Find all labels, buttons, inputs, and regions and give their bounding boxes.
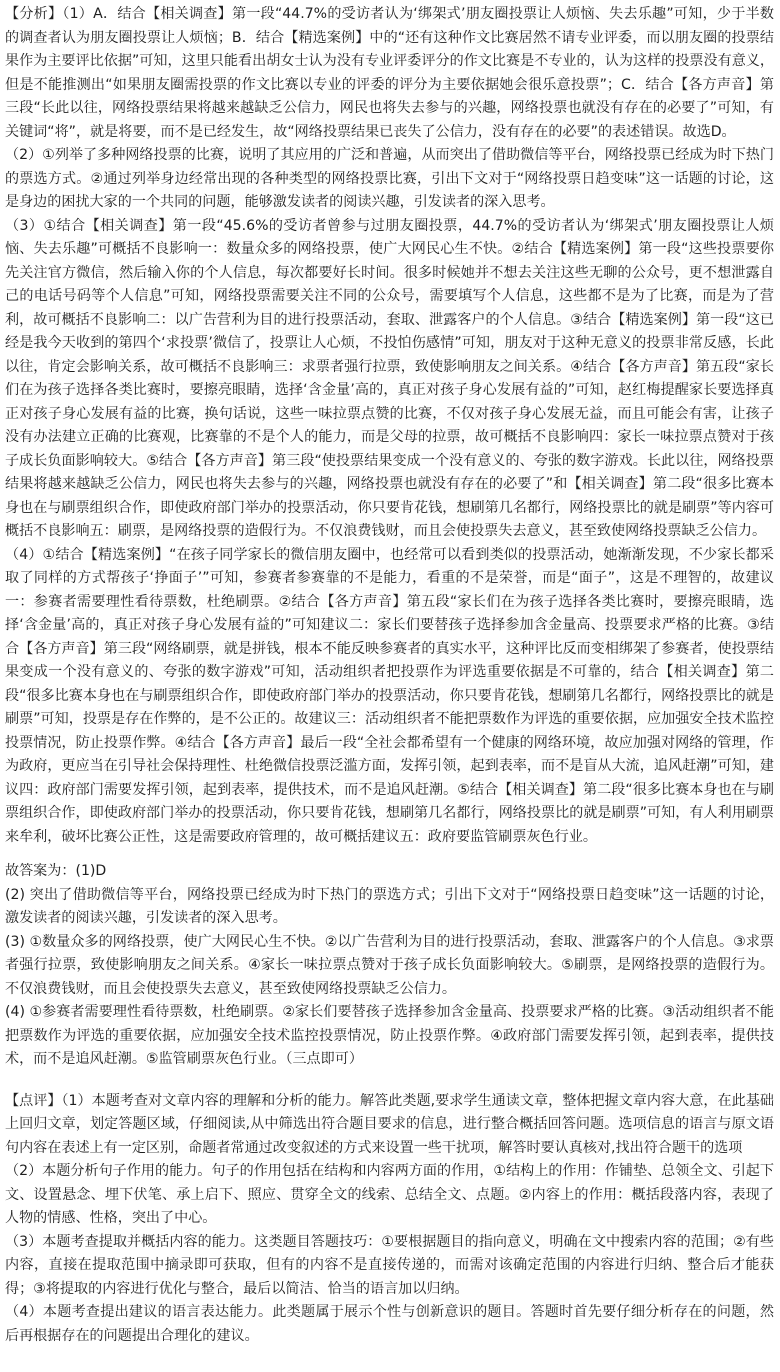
comment-section xyxy=(5,1090,774,1349)
answer-4: (4) ①参赛者需要理性看待票数，杜绝刷票。②家长们要替孩子选择参加含金量高、投票要求严格的比赛。③活动组织者不能把票数作为评选的重要依据，应加强安全技术监控投票情况，防止投票作弊。④政府部门需要发挥引领，起到表率，提供技术，而不是追风赶潮。⑤监管刷票灰色行业。（三点即可） xyxy=(5,1004,774,1067)
answer-3: (3) ①数量众多的网络投票，使广大网民心生不快。②以广告营利为目的进行投票活动，套取、泄露客户的个人信息。③求票者强行拉票，致使影响朋友之间关系。④家长一味拉票点赞对于孩子成长负面影响较大。⑤刷票，是网络投票的造假行为。不仅浪费钱财，而且会使投票失去意义，甚至致使网络投票缺乏公信力。 xyxy=(5,933,774,997)
analysis-part-3: （3）①结合【相关调查】第一段“45.6%的受访者曾参与过朋友圈投票，44.7%的受访者认为‘绑架式’朋友圈投票让人烦恼、失去乐趣”可概括不良影响一：数量众多的网络投票，使广大网民心生不快。②结合【精选案例】第一段“这些投票要你先关注官方微信，然后输入你的个人信息，每次都要好长时间。很多时候她并不想去关注这些无聊的公众号，更不想泄露自己的电话号码等个人信息”可知，网络投票需要关注不同的公众号，需要填写个人信息，这些都不是为了比赛，而是为了营利，故可概括不良影响二：以广告营利为目的进行投票活动，套取、泄露客户的个人信息。③结合【精选案例】第一段“这已经是我今天收到的第四个‘求投票’微信了，投票让人心烦，不投怕伤感情”可知，朋友对于这种无意义的投票非常反感，长此以往，肯定会影响关系，故可概括不良影响三：求票者强行拉票，致使影响朋友之间关系。④结合【各方声音】第五段“家长们在为孩子选择各类比赛时，要擦亮眼睛，选择‘含金量’高的，真正对孩子身心发展有益的”可知，赵红梅提醒家长要选择真正对孩子身心发展有益的比赛，换句话说，这些一味拉票点赞的比赛，不仅对孩子身心发展无益，而且可能会有害，让孩子没有办法建立正确的比赛观，比赛靠的不是个人的能力，而是父母的拉票，故可概括不良影响四：家长一味拉票点赞对于孩子成长负面影响较大。⑤结合【各方声音】第三段“使投票结果变成一个没有意义的、夸张的数字游戏。长此以往，网络投票结果将越来越缺乏公信力，网民也将失去参与的兴趣，网络投票也就没有存在的必要了”和【相关调查】第二段“很多比赛本身也在与刷票组织合作，即使政府部门举办的投票活动，你只要肯花钱，想刷第几名都行，网络投票比的就是刷票”等内容可概括不良影响五：刷票，是网络投票的造假行为。不仅浪费钱财，而且会使投票失去意义，甚至致使网络投票缺乏公信力。 xyxy=(5,217,774,539)
comment-part-4: （4）本题考查提出建议的语言表达能力。此类题属于展示个性与创新意识的题目。答题时首先要仔细分析存在的问题，然后再根据存在的问题提出合理化的建议。 xyxy=(5,1304,774,1344)
analysis-section xyxy=(5,3,774,849)
analysis-part-4: （4）①结合【精选案例】“在孩子同学家长的微信朋友圈中，也经常可以看到类似的投票活动，她渐渐发现，不少家长都采取了同样的方式帮孩子‘挣面子’”可知，参赛者参赛靠的不是能力，看重的不是荣誉，而是“面子”，这是不理智的，故建议一：参赛者需要理性看待票数，杜绝刷票。②结合【各方声音】第五段“家长们在为孩子选择各类比赛时，要擦亮眼睛，选择‘含金量’高的，真正对孩子身心发展有益的”可知建议二：家长们要替孩子选择参加含金量高、投票要求严格的比赛。③结合【各方声音】第三段“网络刷票，就是拼钱，根本不能反映参赛者的真实水平，这种评比反而变相绑架了参赛者，使投票结果变成一个没有意义的、夸张的数字游戏”可知，活动组织者把投票作为评选重要依据是不可靠的，结合【相关调查】第二段“很多比赛本身也在与刷票组织合作，即使政府部门举办的投票活动，你只要肯花钱，想刷第几名都行，网络投票比的就是刷票”可知，投票是存在作弊的，是不公正的。故建议三：活动组织者不能把票数作为评选的重要依据，应加强安全技术监控投票情况，防止投票作弊。④结合【各方声音】最后一段“全社会都希望有一个健康的网络环境，故应加强对网络的管理，作为政府，更应当在引导社会保持理性、杜绝微信投票泛滥方面，发挥引领，起到表率，而不是盲从大流，追风赶潮”可知，建议四：政府部门需要发挥引领，起到表率，提供技术，而不是追风赶潮。⑤结合【相关调查】第二段“很多比赛本身也在与刷票组织合作，即使政府部门举办的投票活动，你只要肯花钱，想刷第几名都行，网络投票比的就是刷票”可知，有人利用刷票来牟利，破坏比赛公正性，这是需要政府管理的，故可概括建议五：政府要监管刷票灰色行业。 xyxy=(5,546,774,845)
answer-2: (2) 突出了借助微信等平台，网络投票已经成为时下热门的票选方式；引出下文对于“网络投票日趋变味”这一话题的讨论，激发读者的阅读兴趣，引发读者的深入思考。 xyxy=(5,886,774,926)
answers-heading: 故答案为：(1)D xyxy=(5,863,107,879)
comment-part-1: 【点评】（1）本题考查对文章内容的理解和分析的能力。解答此类题,要求学生通读文章，整体把握文章内容大意，在此基础上回归文章，划定答题区域，仔细阅读,从中筛选出符合题目要求的信息，进行整合概括回答问题。选项信息的语言与原文语句内容在表述上有一定区别，命题者常通过改变叙述的方式来设置一些干扰项，解答时要认真核对,找出符合题干的选项 xyxy=(5,1092,774,1156)
section-divider xyxy=(5,1072,774,1090)
analysis-part-1: 【分析】（1）A．结合【相关调查】第一段“44.7%的受访者认为‘绑架式’朋友圈投票让人烦恼、失去乐趣”可知，少于半数的调查者认为朋友圈投票让人烦恼；B．结合【精选案例】中的“还有这种作文比赛居然不请专业评委，而以朋友圈的投票结果作为主要评比依据”可知，这里只能看出胡女士认为没有专业评委评分的作文比赛是不专业的，认为这样的投票没有意义，但是不能推测出“如果朋友圈需投票的作文比赛以专业的评委的评分为主要依据她会很乐意投票”；C．结合【各方声音】第三段“长此以往，网络投票结果将越来越缺乏公信力，网民也将失去参与的兴趣，网络投票也就没有存在的必要了”可知，有关键词“将”，就是将要，而不是已经发生，故“网络投票结果已丧失了公信力，没有存在的必要”的表述错误。故选D。 xyxy=(5,6,774,140)
answers-section xyxy=(5,860,774,1072)
comment-part-3: （3）本题考查提取并概括内容的能力。这类题目答题技巧：①要根据题目的指向意义，明确在文中搜索内容的范围；②有些内容，直接在提取范围中摘录即可获取，但有的内容不是直接传递的，而需对该确定范围的内容进行归纳、整合后才能获得；③将提取的内容进行优化与整合，最后以简洁、恰当的语言加以归纳。 xyxy=(5,1233,774,1297)
comment-part-2: （2）本题分析句子作用的能力。句子的作用包括在结构和内容两方面的作用，①结构上的作用：作铺垫、总领全文、引起下文、设置悬念、埋下伏笔、承上启下、照应、贯穿全文的线索、总结全文、点题。②内容上的作用：概括段落内容，表现了人物的情感、性格，突出了中心。 xyxy=(5,1163,774,1226)
analysis-part-2: （2）①列举了多种网络投票的比赛，说明了其应用的广泛和普遍，从而突出了借助微信等平台，网络投票已经成为时下热门的票选方式。②通过列举身边经常出现的各种类型的网络投票比赛，引出下文对于“网络投票日趋变味”这一话题的讨论，这是身边的困扰大家的一个共同的问题，能够激发读者的阅读兴趣，引发读者的深入思考。 xyxy=(5,147,774,210)
